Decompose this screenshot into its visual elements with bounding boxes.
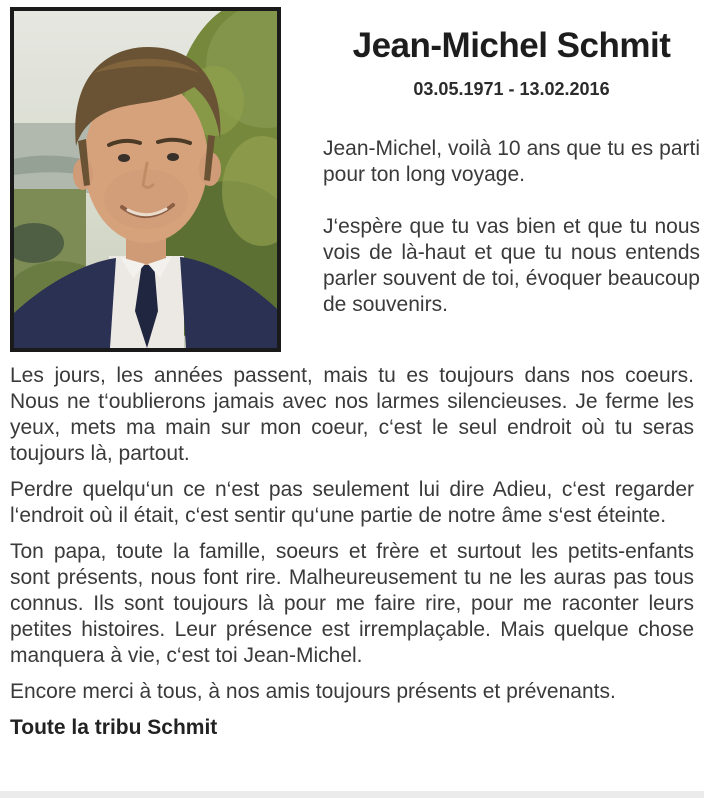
header-column bbox=[323, 26, 700, 344]
portrait-photo bbox=[10, 7, 281, 352]
body-paragraph-2: Perdre quelqu‘un ce n‘est pas seulement lui dire Adieu, c‘est regarder l‘endroit où il était, c‘est sentir qu‘une partie de notre âme s‘est éteinte. bbox=[10, 478, 694, 527]
deceased-name: Jean-Michel Schmit bbox=[352, 26, 671, 65]
signature: Toute la tribu Schmit bbox=[10, 716, 218, 739]
intro-paragraph-2: J‘espère que tu vas bien et que tu nous vois de là-haut et que tu nous entends parler souvent de toi, évoquer beaucoup de souvenirs. bbox=[323, 215, 700, 316]
body-paragraph-3: Ton papa, toute la famille, soeurs et frère et surtout les petits-enfants sont présents, nous font rire. Malheureusement tu ne les auras pas tous connus. Ils sont toujours là pour me faire rire, pour me raconter leurs petites histoires. Leur présence est irremplaçable. Mais quelque chose manquera à vie, c‘est toi Jean-Michel. bbox=[10, 540, 694, 667]
portrait-illustration bbox=[14, 11, 277, 348]
life-dates: 03.05.1971 - 13.02.2016 bbox=[413, 79, 610, 99]
body-paragraph-1: Les jours, les années passent, mais tu es toujours dans nos coeurs. Nous ne t‘oublierons jamais avec nos larmes silencieuses. Je ferme les yeux, mets ma main sur mon coeur, c‘est le seul endroit où tu seras toujours là, partout. bbox=[10, 364, 694, 465]
scan-edge-strip bbox=[0, 791, 704, 798]
body-text bbox=[10, 363, 694, 741]
body-paragraph-4: Encore merci à tous, à nos amis toujours présents et prévenants. bbox=[10, 680, 616, 703]
intro-paragraph-1: Jean-Michel, voilà 10 ans que tu es parti pour ton long voyage. bbox=[323, 137, 700, 186]
